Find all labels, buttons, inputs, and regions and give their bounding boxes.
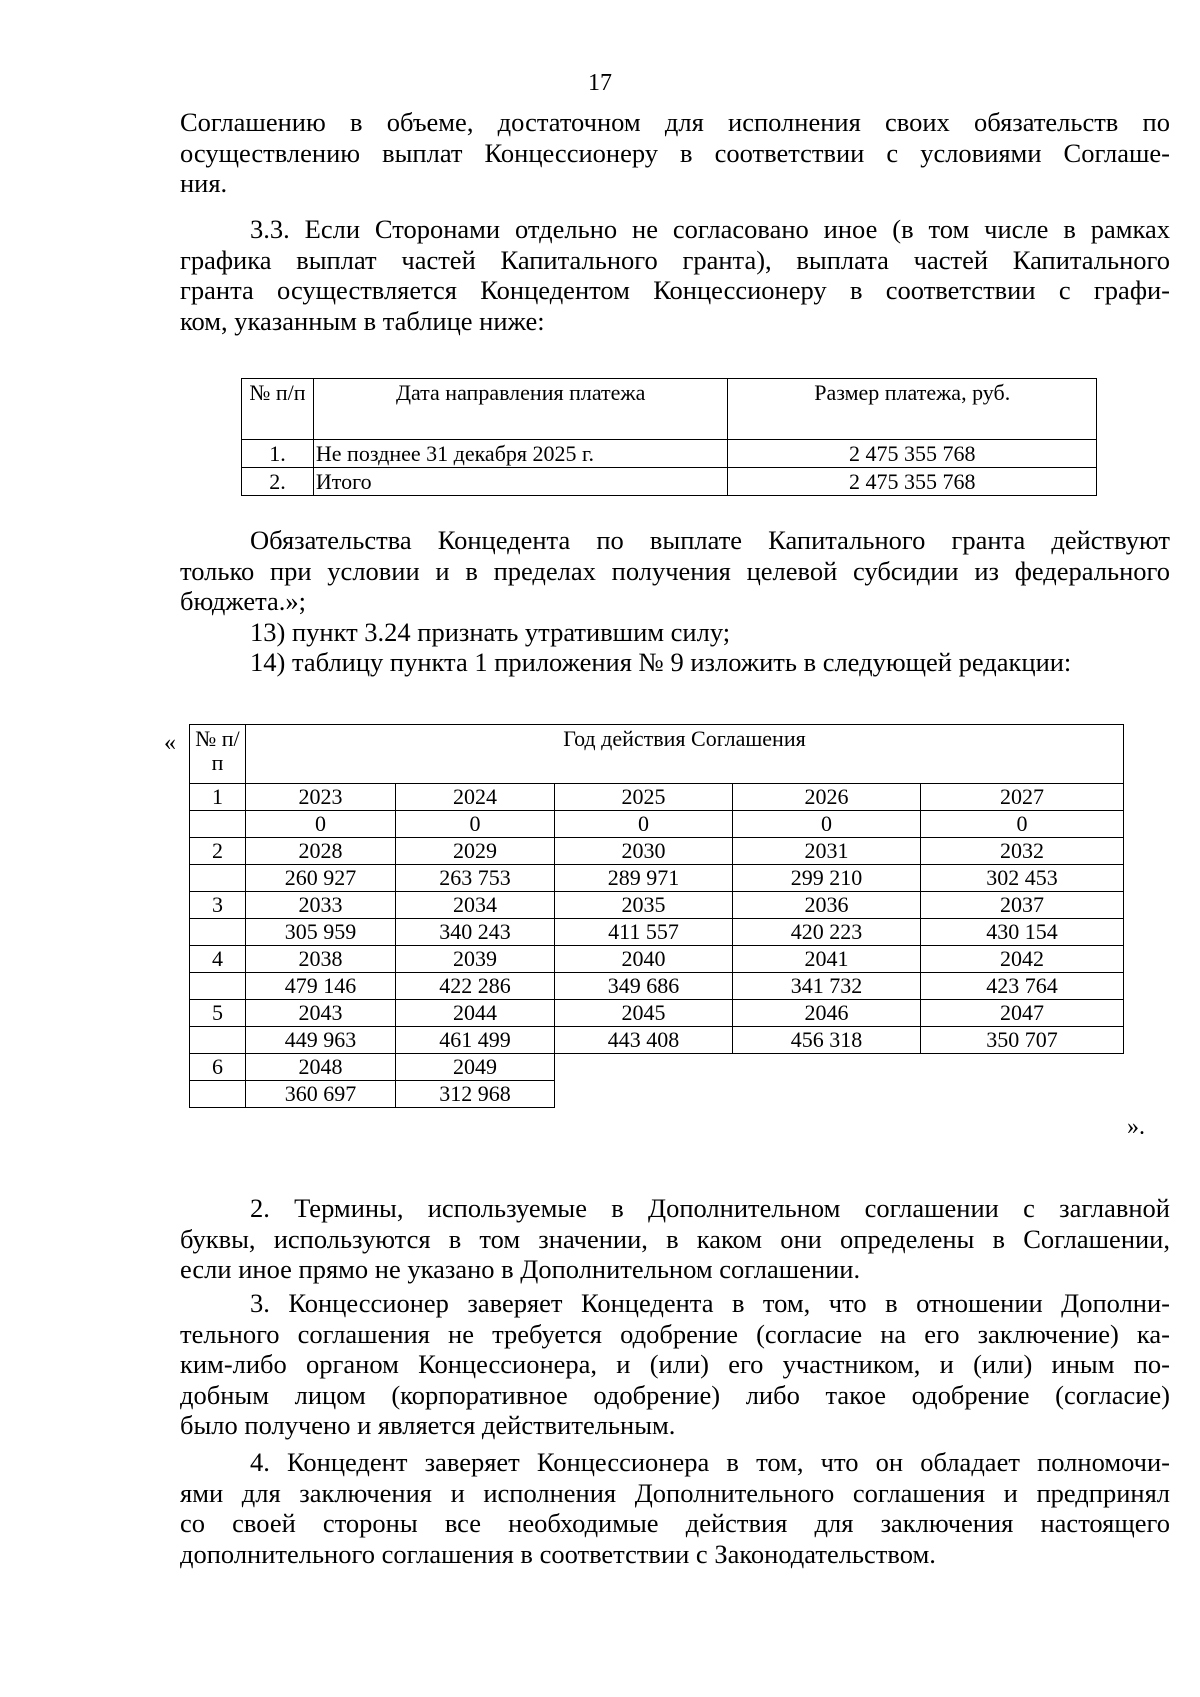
cell-year: 2045	[555, 1000, 733, 1027]
cell-value: 456 318	[733, 1027, 921, 1054]
cell-year: 2043	[246, 1000, 396, 1027]
value-row	[190, 1027, 1124, 1054]
empty-cell	[555, 1081, 733, 1108]
cell-year: 2027	[921, 784, 1124, 811]
cell-date: Итого	[313, 468, 728, 496]
text-line: дополнительного соглашения в соответствии с Законодательством.	[180, 1538, 936, 1569]
item-13: 13) пункт 3.24 признать утратившим силу;	[250, 616, 731, 647]
value-row	[190, 811, 1124, 838]
text-line: Обязательства Концедента по выплате Капитального гранта действуют	[250, 525, 1170, 555]
table-row	[242, 440, 1097, 468]
cell-year: 2029	[396, 838, 555, 865]
text-line: 3.3. Если Сторонами отдельно не согласовано иное (в том числе в рамках	[250, 214, 1170, 244]
cell-num: 3	[190, 892, 246, 919]
cell-num: 4	[190, 946, 246, 973]
cell-num: 1	[190, 784, 246, 811]
cell-value: 349 686	[555, 973, 733, 1000]
paragraph-3-3	[180, 214, 1170, 336]
year-row	[190, 946, 1124, 973]
empty-cell	[733, 1081, 921, 1108]
value-row	[190, 973, 1124, 1000]
year-row	[190, 784, 1124, 811]
payment-schedule-table	[241, 378, 1097, 496]
value-row	[190, 919, 1124, 946]
cell-value: 0	[555, 811, 733, 838]
cell-year: 2041	[733, 946, 921, 973]
cell-value: 360 697	[246, 1081, 396, 1108]
cell-year: 2025	[555, 784, 733, 811]
value-row	[190, 865, 1124, 892]
cell-value: 449 963	[246, 1027, 396, 1054]
paragraph-2	[180, 1193, 1170, 1285]
cell-value: 411 557	[555, 919, 733, 946]
text-line: только при условии и в пределах получения целевой субсидии из федерального	[180, 555, 1170, 586]
cell-value: 443 408	[555, 1027, 733, 1054]
cell-value: 0	[246, 811, 396, 838]
paragraph-obligations	[180, 525, 1170, 678]
table-header-row	[190, 725, 1124, 784]
cell-year: 2035	[555, 892, 733, 919]
header-num: № п/п	[190, 725, 246, 784]
header-date: Дата направления платежа	[313, 379, 728, 440]
cell-year: 2032	[921, 838, 1124, 865]
text-line: было получено и является действительным.	[180, 1410, 676, 1440]
value-row	[190, 1081, 1124, 1108]
cell-year: 2033	[246, 892, 396, 919]
cell-year: 2034	[396, 892, 555, 919]
cell-year: 2049	[396, 1054, 555, 1081]
cell-year: 2044	[396, 1000, 555, 1027]
cell-value: 0	[921, 811, 1124, 838]
cell-num	[190, 1027, 246, 1054]
cell-value: 312 968	[396, 1081, 555, 1108]
text-line: графика выплат частей Капитального гранта), выплата частей Капитального	[180, 244, 1170, 275]
cell-year: 2023	[246, 784, 396, 811]
cell-value: 289 971	[555, 865, 733, 892]
cell-num: 1.	[242, 440, 314, 468]
cell-value: 260 927	[246, 865, 396, 892]
cell-year: 2030	[555, 838, 733, 865]
text-line: если иное прямо не указано в Дополнительном соглашении.	[180, 1254, 861, 1284]
cell-num	[190, 1081, 246, 1108]
cell-value: 263 753	[396, 865, 555, 892]
text-line: ком, указанным в таблице ниже:	[180, 305, 545, 336]
cell-value: 420 223	[733, 919, 921, 946]
page-number: 17	[588, 70, 612, 96]
paragraph-3	[180, 1288, 1170, 1441]
cell-year: 2031	[733, 838, 921, 865]
paragraph-4	[180, 1447, 1170, 1569]
cell-value: 0	[396, 811, 555, 838]
empty-cell	[921, 1054, 1124, 1081]
annual-table	[189, 724, 1124, 1108]
table-row	[242, 468, 1097, 496]
cell-num	[190, 865, 246, 892]
cell-value: 430 154	[921, 919, 1124, 946]
cell-value: 340 243	[396, 919, 555, 946]
cell-year: 2046	[733, 1000, 921, 1027]
cell-value: 0	[733, 811, 921, 838]
text-line: бюджета.»;	[180, 586, 307, 616]
cell-year: 2028	[246, 838, 396, 865]
text-line: со своей стороны все необходимые действия для заключения настоящего	[180, 1508, 1170, 1538]
cell-year: 2047	[921, 1000, 1124, 1027]
item-14: 14) таблицу пункта 1 приложения № 9 изложить в следующей редакции:	[250, 647, 1072, 677]
cell-value: 422 286	[396, 973, 555, 1000]
cell-value: 341 732	[733, 973, 921, 1000]
cell-num: 6	[190, 1054, 246, 1081]
cell-year: 2024	[396, 784, 555, 811]
cell-value: 461 499	[396, 1027, 555, 1054]
year-row	[190, 838, 1124, 865]
cell-num	[190, 919, 246, 946]
table-header-row	[242, 379, 1097, 440]
year-row	[190, 1000, 1124, 1027]
text-line: тельного соглашения не требуется одобрение (согласие на его заключение) ка-	[180, 1318, 1170, 1349]
text-line: гранта осуществляется Концедентом Концессионеру в соответствии с графи-	[180, 275, 1170, 305]
cell-value: 423 764	[921, 973, 1124, 1000]
year-row	[190, 892, 1124, 919]
year-row	[190, 1054, 1124, 1081]
cell-year: 2042	[921, 946, 1124, 973]
cell-year: 2038	[246, 946, 396, 973]
cell-value: 350 707	[921, 1027, 1124, 1054]
cell-year: 2037	[921, 892, 1124, 919]
cell-year: 2040	[555, 946, 733, 973]
cell-value: 479 146	[246, 973, 396, 1000]
cell-num	[190, 973, 246, 1000]
cell-year: 2039	[396, 946, 555, 973]
header-num: № п/п	[242, 379, 314, 440]
cell-date: Не позднее 31 декабря 2025 г.	[313, 440, 728, 468]
cell-value: 302 453	[921, 865, 1124, 892]
header-amount: Размер платежа, руб.	[728, 379, 1097, 440]
empty-cell	[733, 1054, 921, 1081]
cell-year: 2048	[246, 1054, 396, 1081]
cell-num: 2	[190, 838, 246, 865]
cell-value: 305 959	[246, 919, 396, 946]
quote-close: ».	[1127, 1114, 1145, 1140]
cell-amount: 2 475 355 768	[728, 468, 1097, 496]
cell-year: 2026	[733, 784, 921, 811]
paragraph-continuation	[180, 107, 1170, 199]
text-line: ния.	[180, 168, 228, 198]
text-line: 3. Концессионер заверяет Концедента в том, что в отношении Дополни-	[250, 1288, 1170, 1318]
text-line: ями для заключения и исполнения Дополнительного соглашения и предпринял	[180, 1477, 1170, 1508]
text-line: добным лицом (корпоративное одобрение) либо такое одобрение (согласие)	[180, 1379, 1170, 1410]
text-line: ким-либо органом Концессионера, и (или) его участником, и (или) иным по-	[180, 1349, 1170, 1379]
text-line: буквы, используются в том значении, в каком они определены в Соглашении,	[180, 1223, 1170, 1254]
text-line: Соглашению в объеме, достаточном для исполнения своих обязательств по	[180, 107, 1170, 137]
header-title: Год действия Соглашения	[246, 725, 1124, 784]
text-line: 2. Термины, используемые в Дополнительном соглашении с заглавной	[250, 1193, 1170, 1223]
cell-year: 2036	[733, 892, 921, 919]
cell-num	[190, 811, 246, 838]
cell-amount: 2 475 355 768	[728, 440, 1097, 468]
text-line: осуществлению выплат Концессионеру в соответствии с условиями Соглаше-	[180, 137, 1170, 168]
empty-cell	[555, 1054, 733, 1081]
text-line: 4. Концедент заверяет Концессионера в том, что он обладает полномочи-	[250, 1447, 1170, 1477]
cell-value: 299 210	[733, 865, 921, 892]
cell-num: 5	[190, 1000, 246, 1027]
cell-num: 2.	[242, 468, 314, 496]
quote-open: «	[164, 730, 176, 756]
empty-cell	[921, 1081, 1124, 1108]
